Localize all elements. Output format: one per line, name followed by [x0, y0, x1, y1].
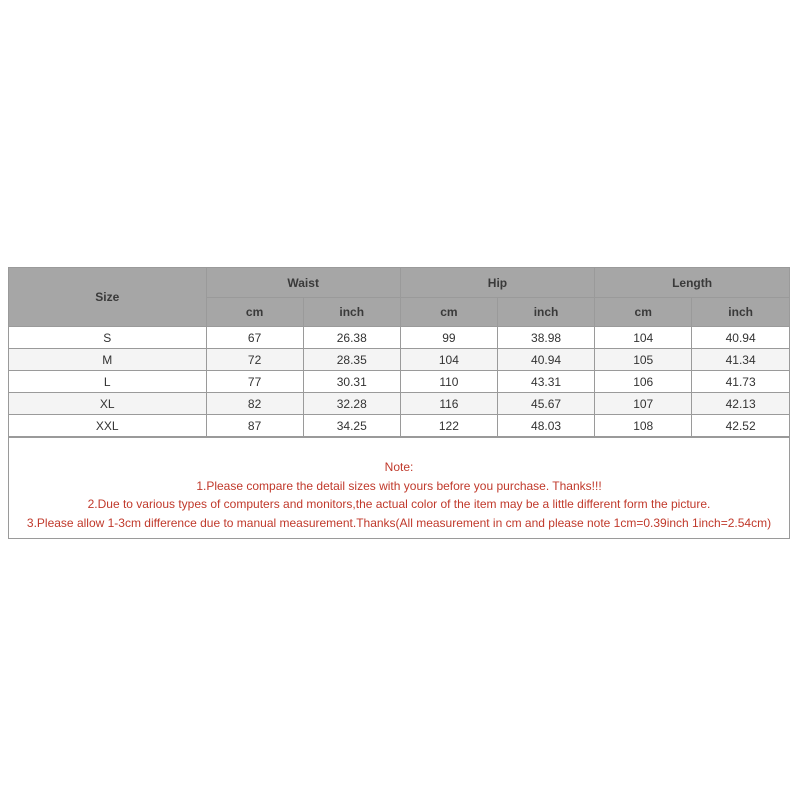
note-title: Note: — [384, 460, 414, 474]
unit-header: inch — [303, 298, 400, 327]
table-cell: 72 — [206, 349, 303, 371]
table-cell: 34.25 — [303, 415, 400, 437]
table-row — [9, 327, 789, 349]
size-chart — [8, 267, 790, 539]
table-cell: 82 — [206, 393, 303, 415]
table-cell: 32.28 — [303, 393, 400, 415]
table-cell: 104 — [400, 349, 497, 371]
table-cell: 26.38 — [303, 327, 400, 349]
table-cell: 99 — [400, 327, 497, 349]
notes-section — [9, 437, 789, 538]
table-cell: 108 — [595, 415, 692, 437]
note-line: 3.Please allow 1-3cm difference due to manual measurement.Thanks(All measurement in cm and please note 1cm=0.39inch 1inch=2.54cm) — [26, 515, 772, 530]
note-line: 2.Due to various types of computers and monitors,the actual color of the item may be a little different form the picture. — [87, 497, 711, 511]
unit-header: inch — [692, 298, 789, 327]
size-column-header: Size — [9, 268, 206, 327]
table-cell: 38.98 — [497, 327, 594, 349]
hip-group-header: Hip — [400, 268, 594, 298]
table-cell: 116 — [400, 393, 497, 415]
size-cell: S — [9, 327, 206, 349]
waist-group-header: Waist — [206, 268, 400, 298]
table-cell: 48.03 — [497, 415, 594, 437]
table-row — [9, 349, 789, 371]
table-cell: 41.73 — [692, 371, 789, 393]
table-cell: 41.34 — [692, 349, 789, 371]
table-cell: 107 — [595, 393, 692, 415]
size-cell: M — [9, 349, 206, 371]
table-row — [9, 393, 789, 415]
table-row — [9, 371, 789, 393]
table-cell: 42.52 — [692, 415, 789, 437]
header-group-row — [9, 268, 789, 298]
size-cell: L — [9, 371, 206, 393]
table-cell: 77 — [206, 371, 303, 393]
table-cell: 105 — [595, 349, 692, 371]
unit-header: cm — [595, 298, 692, 327]
table-cell: 122 — [400, 415, 497, 437]
table-cell: 104 — [595, 327, 692, 349]
length-group-header: Length — [595, 268, 789, 298]
unit-header: cm — [400, 298, 497, 327]
table-cell: 42.13 — [692, 393, 789, 415]
size-cell: XL — [9, 393, 206, 415]
table-cell: 67 — [206, 327, 303, 349]
table-cell: 40.94 — [692, 327, 789, 349]
unit-header: inch — [497, 298, 594, 327]
size-table — [9, 268, 789, 437]
table-cell: 110 — [400, 371, 497, 393]
table-cell: 45.67 — [497, 393, 594, 415]
table-cell: 106 — [595, 371, 692, 393]
unit-header: cm — [206, 298, 303, 327]
note-line: 1.Please compare the detail sizes with yours before you purchase. Thanks!!! — [196, 478, 602, 493]
table-row — [9, 415, 789, 437]
table-cell: 43.31 — [497, 371, 594, 393]
table-cell: 87 — [206, 415, 303, 437]
table-cell: 40.94 — [497, 349, 594, 371]
table-cell: 30.31 — [303, 371, 400, 393]
table-cell: 28.35 — [303, 349, 400, 371]
size-cell: XXL — [9, 415, 206, 437]
